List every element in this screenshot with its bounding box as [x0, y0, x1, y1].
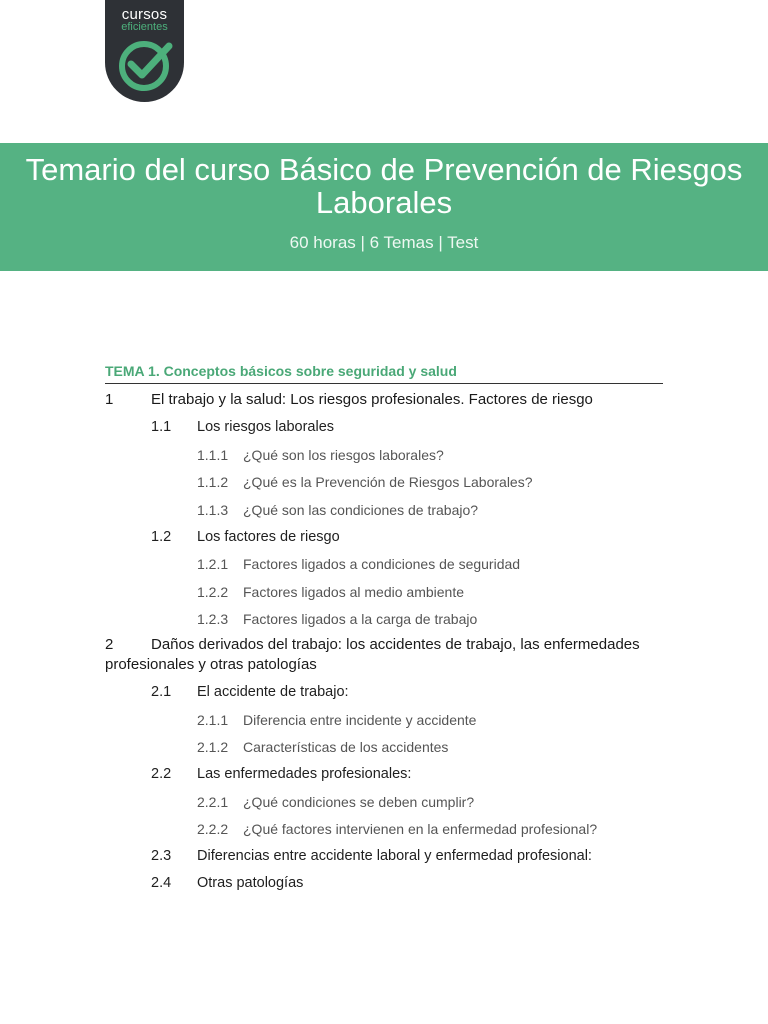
topic-item-title: ¿Qué son las condiciones de trabajo? — [243, 501, 479, 518]
topic-item-number: 2.1.2 — [197, 739, 229, 755]
subsection-item-number: 2.2 — [151, 766, 172, 782]
topic-item — [105, 710, 663, 730]
topic-item-title: ¿Qué es la Prevención de Riesgos Laborales? — [243, 474, 533, 490]
topic-item-title: ¿Qué condiciones se deben cumplir? — [243, 793, 475, 810]
subsection-item — [105, 527, 663, 547]
subsection-item-number: 1.1 — [151, 419, 172, 435]
topic-item-number: 1.2.1 — [197, 556, 229, 572]
topic-item-number: 2.1.1 — [197, 711, 229, 728]
subsection-item — [105, 873, 663, 893]
brand-logo — [105, 0, 184, 102]
subsection-item-title: Otras patologías — [197, 875, 304, 891]
course-summary: 60 horas | 6 Temas | Test — [289, 233, 479, 252]
subsection-item-number: 1.2 — [151, 528, 172, 545]
subsection-item-title: Diferencias entre accidente laboral y enfermedad profesional: — [197, 848, 592, 864]
section-item-number: 2 — [105, 636, 114, 653]
logo-text-cursos: cursos — [121, 6, 168, 23]
topic-item-number: 1.1.1 — [197, 446, 229, 463]
subsection-item — [105, 417, 663, 437]
topic-item-title: ¿Qué son los riesgos laborales? — [243, 446, 444, 463]
topic-item-title: Factores ligados a la carga de trabajo — [243, 611, 478, 627]
topic-item — [105, 792, 663, 812]
topic-item-number: 2.2.1 — [197, 793, 229, 810]
subsection-item-title: El accidente de trabajo: — [197, 684, 349, 700]
page-title: Temario del curso Básico de Prevención de Riesgos Laborales — [25, 152, 743, 220]
subsection-item-number: 2.1 — [151, 684, 172, 700]
topic-item — [105, 819, 663, 839]
topic-item — [105, 445, 663, 465]
subsection-item-number: 2.4 — [151, 875, 172, 891]
subsection-item-title: Las enfermedades profesionales: — [197, 766, 412, 782]
subsection-item-title: Los riesgos laborales — [197, 419, 335, 435]
section-item-number: 1 — [105, 391, 114, 408]
syllabus — [105, 361, 663, 893]
subsection-item — [105, 764, 663, 784]
topic-item-title: Factores ligados al medio ambiente — [243, 583, 465, 600]
table-of-contents — [105, 390, 663, 893]
section-item-title: El trabajo y la salud: Los riesgos profesionales. Factores de riesgo — [151, 391, 593, 408]
topic-item-title: Características de los accidentes — [243, 739, 449, 755]
topic-item-title: Factores ligados a condiciones de seguridad — [243, 556, 521, 572]
section-item — [105, 390, 663, 410]
check-circle-icon — [117, 37, 173, 93]
topic-item-number: 1.1.2 — [197, 474, 229, 490]
topic-item-number: 2.2.2 — [197, 821, 229, 837]
logo-text-eficientes: eficientes — [121, 21, 168, 33]
topic-item — [105, 609, 663, 629]
tema-heading: TEMA 1. Conceptos básicos sobre seguridad y salud — [105, 361, 663, 384]
topic-item-number: 1.2.2 — [197, 583, 229, 600]
topic-item-number: 1.1.3 — [197, 501, 229, 518]
topic-item — [105, 472, 663, 492]
topic-item-title: Diferencia entre incidente y accidente — [243, 711, 477, 728]
header-banner — [0, 143, 768, 271]
subsection-item-title: Los factores de riesgo — [197, 528, 340, 545]
subsection-item — [105, 846, 663, 866]
topic-item — [105, 737, 663, 757]
topic-item-number: 1.2.3 — [197, 611, 229, 627]
topic-item — [105, 582, 663, 602]
topic-item-title: ¿Qué factores intervienen en la enfermedad profesional? — [243, 821, 598, 837]
subsection-item-number: 2.3 — [151, 848, 172, 864]
subsection-item — [105, 682, 663, 702]
section-item-title: Daños derivados del trabajo: los accidentes de trabajo, las enfermedades profesionales y otras patologías — [105, 636, 640, 673]
section-item — [105, 635, 663, 675]
topic-item — [105, 554, 663, 574]
topic-item — [105, 500, 663, 520]
